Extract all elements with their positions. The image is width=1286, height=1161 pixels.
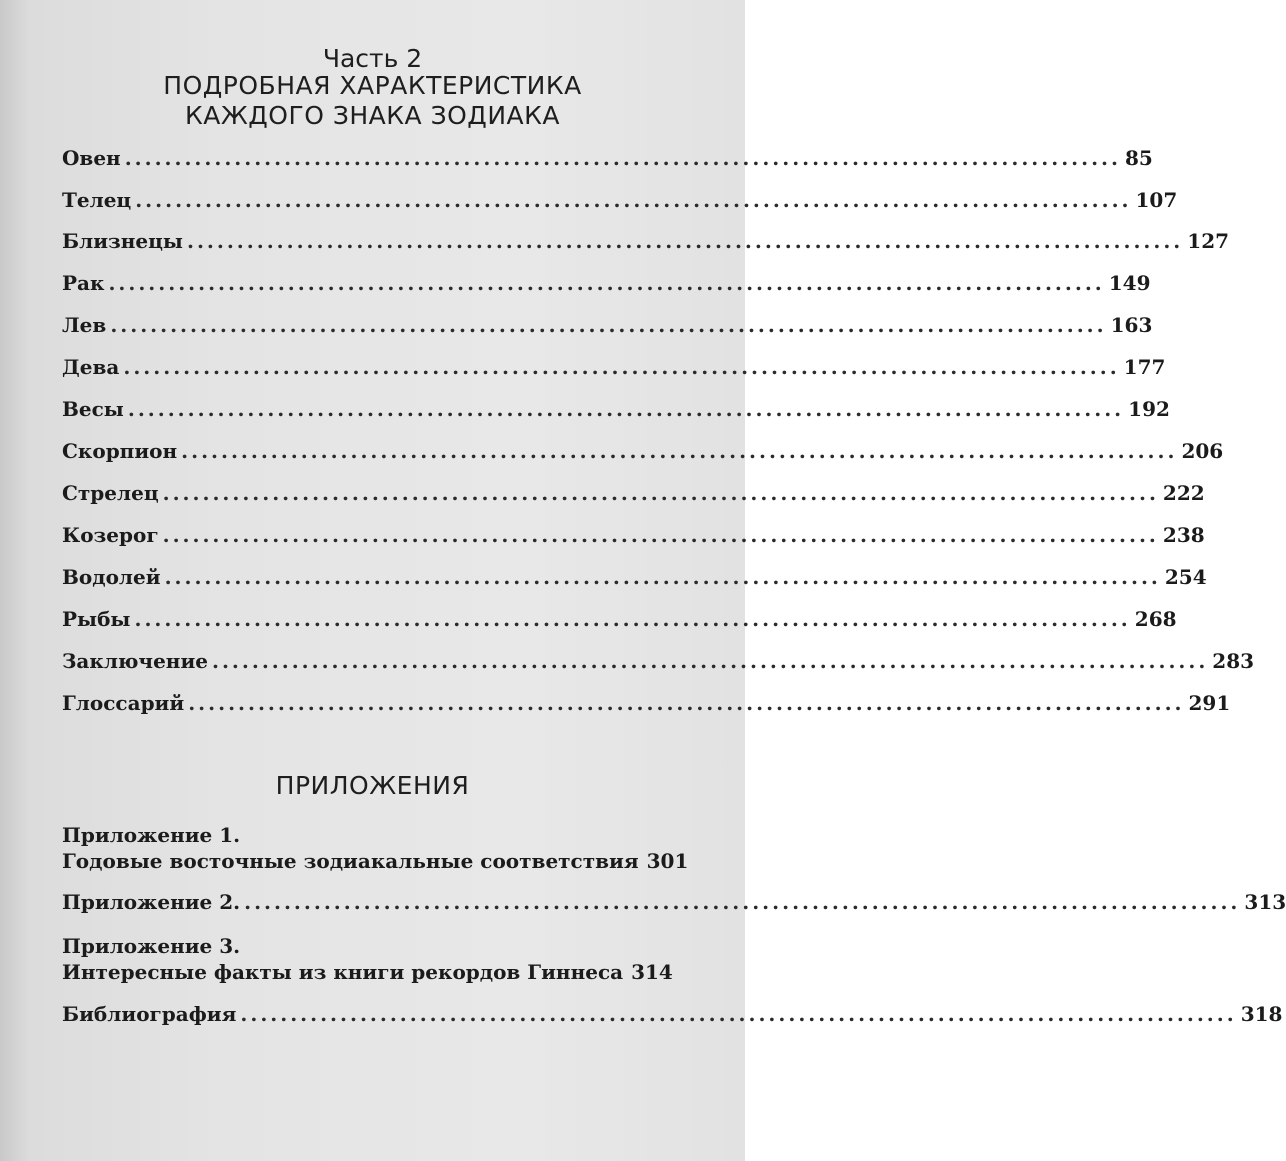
dot-leader: .................................................................................................... bbox=[124, 146, 1121, 170]
part-title-line-1: ПОДРОБНАЯ ХАРАКТЕРИСТИКА bbox=[163, 71, 582, 100]
toc-entry-page: 192 bbox=[1128, 397, 1170, 421]
toc-entry-page: 163 bbox=[1110, 313, 1153, 337]
toc-entry-sagittarius[interactable] bbox=[62, 481, 1205, 509]
toc-entry-libra[interactable] bbox=[62, 397, 1170, 425]
toc-entry-bibliography[interactable] bbox=[62, 1002, 1283, 1030]
toc-entry-page: 222 bbox=[1162, 481, 1205, 505]
toc-entry-label: Близнецы bbox=[62, 229, 183, 253]
toc-entry-capricorn[interactable] bbox=[62, 523, 1205, 551]
toc-entry-label: Скорпион bbox=[62, 439, 178, 463]
toc-entry-label: Глоссарий bbox=[62, 691, 185, 715]
toc-entry-page: 206 bbox=[1181, 439, 1224, 463]
toc-entry-page: 254 bbox=[1164, 565, 1207, 589]
toc-entry-label: Дева bbox=[62, 355, 120, 379]
toc-entry-appendix-2[interactable] bbox=[62, 890, 1286, 918]
dot-leader: .................................................................................................... bbox=[244, 890, 1241, 914]
part-title-line-2: КАЖДОГО ЗНАКА ЗОДИАКА bbox=[185, 101, 560, 130]
toc-entry-page: 177 bbox=[1123, 355, 1166, 379]
dot-leader: .................................................................................................... bbox=[164, 565, 1161, 589]
toc-entry-label: Козерог bbox=[62, 523, 159, 547]
toc-entry-glossary[interactable] bbox=[62, 691, 1231, 719]
toc-entry-label: Заключение bbox=[62, 649, 208, 673]
dot-leader: .................................................................................................... bbox=[240, 1002, 1237, 1026]
toc-entry-page: 301 bbox=[646, 849, 689, 873]
toc-entry-conclusion[interactable] bbox=[62, 649, 1255, 677]
dot-leader: .................................................................................................... bbox=[134, 607, 1131, 631]
dot-leader: .................................................................................................... bbox=[188, 691, 1185, 715]
toc-entry-page: 268 bbox=[1134, 607, 1177, 631]
toc-entry-label: Интересные факты из книги рекордов Гиннеса bbox=[62, 960, 624, 984]
toc-entry-page: 149 bbox=[1108, 271, 1151, 295]
toc-entry-label: Библиография bbox=[62, 1002, 237, 1026]
toc-entry-page: 318 bbox=[1240, 1002, 1283, 1026]
dot-leader: .................................................................................................... bbox=[212, 649, 1209, 673]
toc-entry-page: 313 bbox=[1244, 890, 1286, 914]
toc-entry-taurus[interactable] bbox=[62, 188, 1178, 216]
toc-entry-scorpio[interactable] bbox=[62, 439, 1224, 467]
toc-entry-label: Весы bbox=[62, 397, 124, 421]
dot-leader: .................................................................................................... bbox=[110, 313, 1107, 337]
toc-entry-gemini[interactable] bbox=[62, 229, 1230, 257]
toc-entry-page: 283 bbox=[1212, 649, 1255, 673]
toc-entry-label: Рыбы bbox=[62, 607, 131, 631]
dot-leader: .................................................................................................... bbox=[162, 481, 1159, 505]
toc-entry-label: Годовые восточные зодиакальные соответствия bbox=[62, 849, 639, 873]
toc-entry-page: 85 bbox=[1124, 146, 1153, 170]
dot-leader: .................................................................................................... bbox=[108, 271, 1105, 295]
toc-entry-label: Лев bbox=[62, 313, 107, 337]
toc-entry-cancer[interactable] bbox=[62, 271, 1151, 299]
toc-entry-label: Овен bbox=[62, 146, 121, 170]
toc-entry-appendix-1[interactable] bbox=[62, 849, 689, 877]
toc-entry-aries[interactable] bbox=[62, 146, 1153, 174]
toc-entry-page: 238 bbox=[1162, 523, 1205, 547]
appendix-3-heading: Приложение 3. bbox=[62, 934, 241, 958]
toc-entry-page: 314 bbox=[631, 960, 673, 984]
appendix-1-heading: Приложение 1. bbox=[62, 823, 241, 847]
toc-entry-page: 107 bbox=[1135, 188, 1178, 212]
toc-entry-virgo[interactable] bbox=[62, 355, 1166, 383]
toc-entry-label: Телец bbox=[62, 188, 132, 212]
toc-entry-aquarius[interactable] bbox=[62, 565, 1207, 593]
dot-leader: .................................................................................................... bbox=[162, 523, 1159, 547]
toc-entry-label: Водолей bbox=[62, 565, 161, 589]
dot-leader: .................................................................................................... bbox=[127, 397, 1125, 421]
toc-entry-pisces[interactable] bbox=[62, 607, 1177, 635]
part-number: Часть 2 bbox=[322, 44, 423, 73]
dot-leader: .................................................................................................... bbox=[135, 188, 1132, 212]
toc-entry-label: Рак bbox=[62, 271, 105, 295]
toc-entry-label: Стрелец bbox=[62, 481, 159, 505]
dot-leader: .................................................................................................... bbox=[181, 439, 1178, 463]
dot-leader: .................................................................................................... bbox=[186, 229, 1184, 253]
toc-entry-page: 127 bbox=[1187, 229, 1230, 253]
dot-leader: .................................................................................................... bbox=[123, 355, 1120, 379]
appendices-title: ПРИЛОЖЕНИЯ bbox=[275, 771, 470, 800]
toc-entry-label: Приложение 2. bbox=[62, 890, 241, 914]
toc-entry-page: 291 bbox=[1188, 691, 1231, 715]
toc-entry-leo[interactable] bbox=[62, 313, 1153, 341]
toc-entry-appendix-3[interactable] bbox=[62, 960, 673, 988]
